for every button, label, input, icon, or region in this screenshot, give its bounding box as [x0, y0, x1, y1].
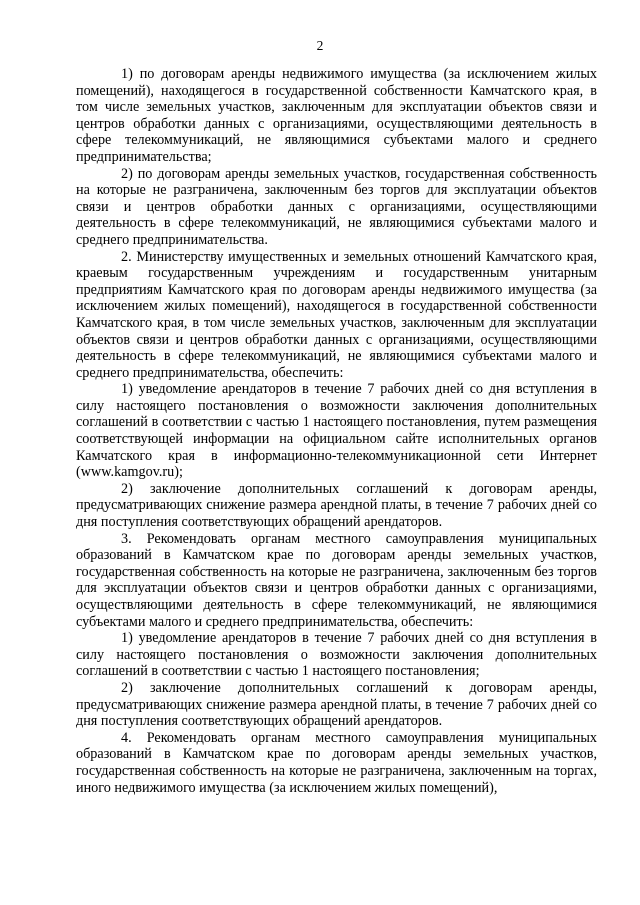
paragraph: 1) по договорам аренды недвижимого имущества (за исключением жилых помещений), находящегося в государственной собственности Камчатского края, в том числе земельных участков, заключенным для эксплуатации объектов связи и центров обработки данных с организациями, осуществляющими деятельность в сфере телекоммуникаций, не являющимися субъектами малого и среднего предпринимательства;	[76, 66, 597, 165]
paragraph: 1) уведомление арендаторов в течение 7 рабочих дней со дня вступления в силу настоящего постановления о возможности заключения дополнительных соглашений в соответствии с частью 1 настоящего постановления, путем размещения соответствующей информации на официальном сайте исполнительных органов Камчатского края в информационно-телекоммуникационной сети Интернет (www.kamgov.ru);	[76, 381, 597, 481]
paragraph: 2) заключение дополнительных соглашений к договорам аренды, предусматривающих снижение размера арендной платы, в течение 7 рабочих дней со дня поступления соответствующих обращений арендаторов.	[76, 679, 597, 730]
document-body	[76, 66, 597, 796]
page-number: 2	[316, 38, 324, 53]
paragraph: 4. Рекомендовать органам местного самоуправления муниципальных образований в Камчатском крае по договорам аренды земельных участков, государственная собственность на которые не разграничена, заключенным на торгах, иного недвижимого имущества (за исключением жилых помещений),	[76, 729, 597, 796]
paragraph: 2) по договорам аренды земельных участков, государственная собственность на которые не разграничена, заключенным без торгов для эксплуатации объектов связи и центров обработки данных с организациями, осуществляющими деятельность в сфере телекоммуникаций, не являющимися субъектами малого и среднего предпринимательства.	[76, 165, 597, 248]
paragraph: 2) заключение дополнительных соглашений к договорам аренды, предусматривающих снижение размера арендной платы, в течение 7 рабочих дней со дня поступления соответствующих обращений арендаторов.	[76, 480, 597, 531]
paragraph: 3. Рекомендовать органам местного самоуправления муниципальных образований в Камчатском крае по договорам аренды земельных участков, государственная собственность на которые не разграничена, заключенным без торгов для эксплуатации объектов связи и центров обработки данных с организациями, осуществляющими деятельность в сфере телекоммуникаций, не являющимися субъектами малого и среднего предпринимательства, обеспечить:	[76, 530, 597, 630]
paragraph: 2. Министерству имущественных и земельных отношений Камчатского края, краевым государственным учреждениям и государственным унитарным предприятиям Камчатского края по договорам аренды недвижимого имущества (за исключением жилых помещений), находящегося в государственной собственности Камчатского края, в том числе земельных участков, заключенным для эксплуатации объектов связи и центров обработки данных с организациями, осуществляющими деятельность в сфере телекоммуникаций, не являющимися субъектами малого и среднего предпринимательства, обеспечить:	[76, 248, 597, 381]
paragraph: 1) уведомление арендаторов в течение 7 рабочих дней со дня вступления в силу настоящего постановления о возможности заключения дополнительных соглашений в соответствии с частью 1 настоящего постановления;	[76, 630, 597, 680]
